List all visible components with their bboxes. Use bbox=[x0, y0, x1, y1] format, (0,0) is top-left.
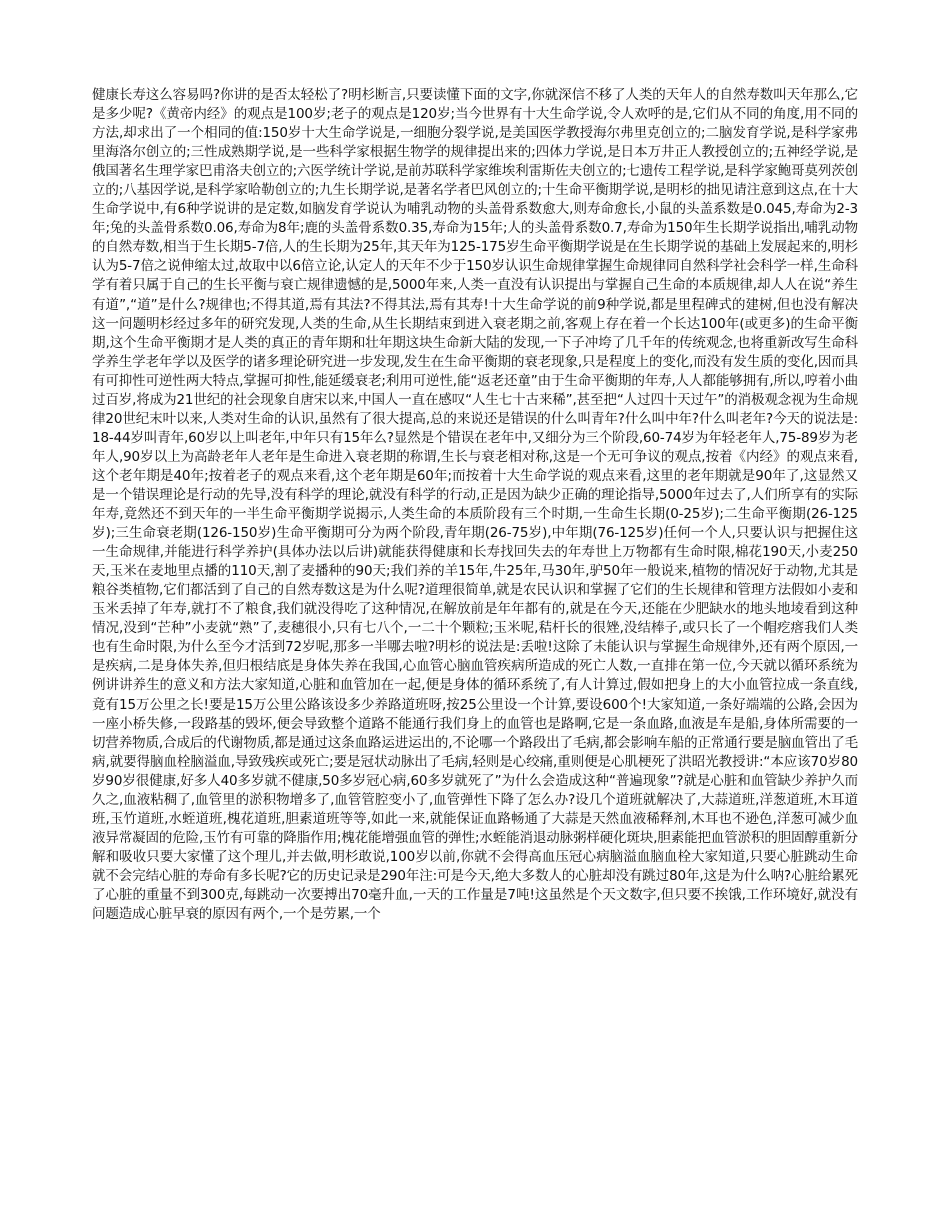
body-paragraph: 健康长寿这么容易吗?你讲的是否太轻松了?明杉断言,只要读懂下面的文字,你就深信不移了人类的天年人的自然寿数叫天年那么,它是多少呢?《黄帝内经》的观点是100岁;老子的观点是120岁;当今世界有十大生命学说,令人欢呼的是,它们从不同的角度,用不同的方法,却求出了一个相同的值:150岁十大生命学说是,一细胞分裂学说,是美国医学教授海尔弗里克创立的;二脑发育学说,是科学家弗里海洛尔创立的;三性成熟期学说,是一些科学家根据生物学的规律提出来的;四体力学说,是日本万井正人教授创立的;五神经学说,是俄国著名生理学家巴甫洛夫创立的;六医学统计学说,是前苏联科学家维埃利雷斯佐夫创立的;七遗传工程学说,是科学家鲍哥莫列茨创立的;八基因学说,是科学家哈勒创立的;九生长期学说,是著名学者巴风创立的;十生命平衡期学说,是明杉的拙见请注意到这点,在十大生命学说中,有6种学说讲的是定数,如脑发育学说认为哺乳动物的头盖骨系数愈大,则寿命愈长,小鼠的头盖系数是0.045,寿命为2-3年;兔的头盖骨系数0.06,寿命为8年;鹿的头盖骨系数0.35,寿命为15年;人的头盖骨系数0.7,寿命为150年生长期学说指出,哺乳动物的自然寿数,相当于生长期5-7倍,人的生长期为25年,其天年为125-175岁生命平衡期学说是在生长期学说的基础上发展起来的,明杉认为5-7倍之说伸缩太过,故取中以6倍立论,认定人的天年不少于150岁认识生命规律掌握生命规律同自然科学社会科学一样,生命科学有着只属于自己的生长平衡与衰亡规律遗憾的是,5000年来,人类一直没有认识提出与掌握自己生命的本质规律,却人人在说“养生有道”,“道”是什么?规律也;不得其道,焉有其法?不得其法,焉有其寿!十大生命学说的前9种学说,都是里程碑式的建树,但也没有解决这一问题明杉经过多年的研究发现,人类的生命,从生长期结束到进入衰老期之前,客观上存在着一个长达100年(或更多)的生命平衡期,这个生命平衡期才是人类的真正的青年期和壮年期这块生命新大陆的发现,一下子冲垮了几千年的传统观念,也将重新改写生命科学养生学老年学以及医学的诸多理论研究进一步发现,发生在生命平衡期的衰老现象,只是程度上的变化,而没有发生质的变化,因而具有可抑性可逆性两大特点,掌握可抑性,能延缓衰老;利用可逆性,能“返老还童”由于生命平衡期的年寿,人人都能够拥有,所以,哼着小曲过百岁,将成为21世纪的社会现象自唐宋以来,中国人一直在感叹“人生七十古来稀”,甚至把“人过四十天过午”的消极观念视为生命规律20世纪末叶以来,人类对生命的认识,虽然有了很大提高,总的来说还是错误的什么叫青年?什么叫中年?什么叫老年?今天的说法是:18-44岁叫青年,60岁以上叫老年,中年只有15年么?显然是个错误在老年中,又细分为三个阶段,60-74岁为年轻老年人,75-89岁为老年人,90岁以上为高龄老年人老年是生命进入衰老期的称谓,生长与衰老相对称,这是一个无可争议的观点,按着《内经》的观点来看,这个老年期是40年;按着老子的观点来看,这个老年期是60年;而按着十大生命学说的观点来看,这里的老年期就是90年了,这显然又是一个错误理论是行动的先导,没有科学的理论,就没有科学的行动,正是因为缺少正确的理论指导,5000年过去了,人们所享有的实际年寿,竟然还不到天年的一半生命平衡期学说揭示,人类生命的本质阶段有三个时期,一生命生长期(0-25岁);二生命平衡期(26-125岁);三生命衰老期(126-150岁)生命平衡期可分为两个阶段,青年期(26-75岁),中年期(76-125岁)任何一个人,只要认识与把握住这一生命规律,并能进行科学养护(具体办法以后讲)就能获得健康和长寿找回失去的年寿世上万物都有生命时限,棉花190天,小麦250天,玉米在麦地里点播的110天,割了麦播种的90天;我们养的羊15年,牛25年,马30年,驴50年一般说来,植物的情况好于动物,尤其是粮谷类植物,它们都活到了自己的自然寿数这是为什么呢?道理很简单,就是农民认识和掌握了它们的生长规律和管理方法假如小麦和玉米丢掉了年寿,就打不了粮食,我们就没得吃了这种情况,在解放前是年年都有的,就是在今天,还能在少肥缺水的地头地堎看到这种情况,没到“芒种”小麦就“熟”了,麦穗很小,只有七八个,一二十个颗粒;玉米呢,秸杆长的很矬,没结棒子,或只长了一个帽疙瘩我们人类也有生命时限,为什么至今才活到72岁呢,那多一半哪去啦?明杉的说法是:丢啦!这除了未能认识与掌握生命规律外,还有两个原因,一是疾病,二是身体失养,但归根结底是身体失养在我国,心血管心脑血管疾病所造成的死亡人数,一直排在第一位,今天就以循环系统为例讲讲养生的意义和方法大家知道,心脏和血管加在一起,便是身体的循环系统了,有人计算过,假如把身上的大小血管拉成一条直线,竟有15万公里之长!要是15万公里公路该设多少养路道班呀,按25公里设一个计算,要设600个!大家知道,一条好端端的公路,会因为一座小桥失修,一段路基的毁坏,便会导致整个道路不能通行我们身上的血管也是路啊,它是一条血路,血液是车是船,身体所需要的一切营养物质,合成后的代谢物质,都是通过这条血路运进运出的,不论哪一个路段出了毛病,都会影响车船的正常通行要是脑血管出了毛病,就要得脑血栓脑溢血,导致残疾或死亡;要是冠状动脉出了毛病,轻则是心绞痛,重则便是心肌梗死了洪昭光教授讲:“本应该70岁80岁90岁很健康,好多人40多岁就不健康,50多岁冠心病,60多岁就死了”为什么会造成这种“普遍现象”?就是心脏和血管缺少养护久而久之,血液粘稠了,血管里的淤积物增多了,血管管腔变小了,血管弹性下降了怎么办?设几个道班就解决了,大蒜道班,洋葱道班,木耳道班,玉竹道班,水蛭道班,槐花道班,胆素道班等等,如此一来,就能保证血路畅通了大蒜是天然血液稀释剂,木耳也不逊色,洋葱可减少血液异常凝固的危险,玉竹有可靠的降脂作用;槐花能增强血管的弹性;水蛭能消退动脉粥样硬化斑块,胆素能把血管淤积的胆固醇重新分解和吸收只要大家懂了这个理儿,并去做,明杉敢说,100岁以前,你就不会得高血压冠心病脑溢血脑血栓大家知道,只要心脏跳动生命就不会完结心脏的寿命有多长呢?它的历史记录是290年注:可是今天,绝大多数人的心脏却没有跳过80年,这是为什么呐?心脏给累死了心脏的重量不到300克,每跳动一次要搏出70毫升血,一天的工作量是7吨!这虽然是个天文数字,但只要不挨饿,工作环境好,就没有问题造成心脏早衰的原因有两个,一个是劳累,一个 bbox=[92, 87, 858, 923]
